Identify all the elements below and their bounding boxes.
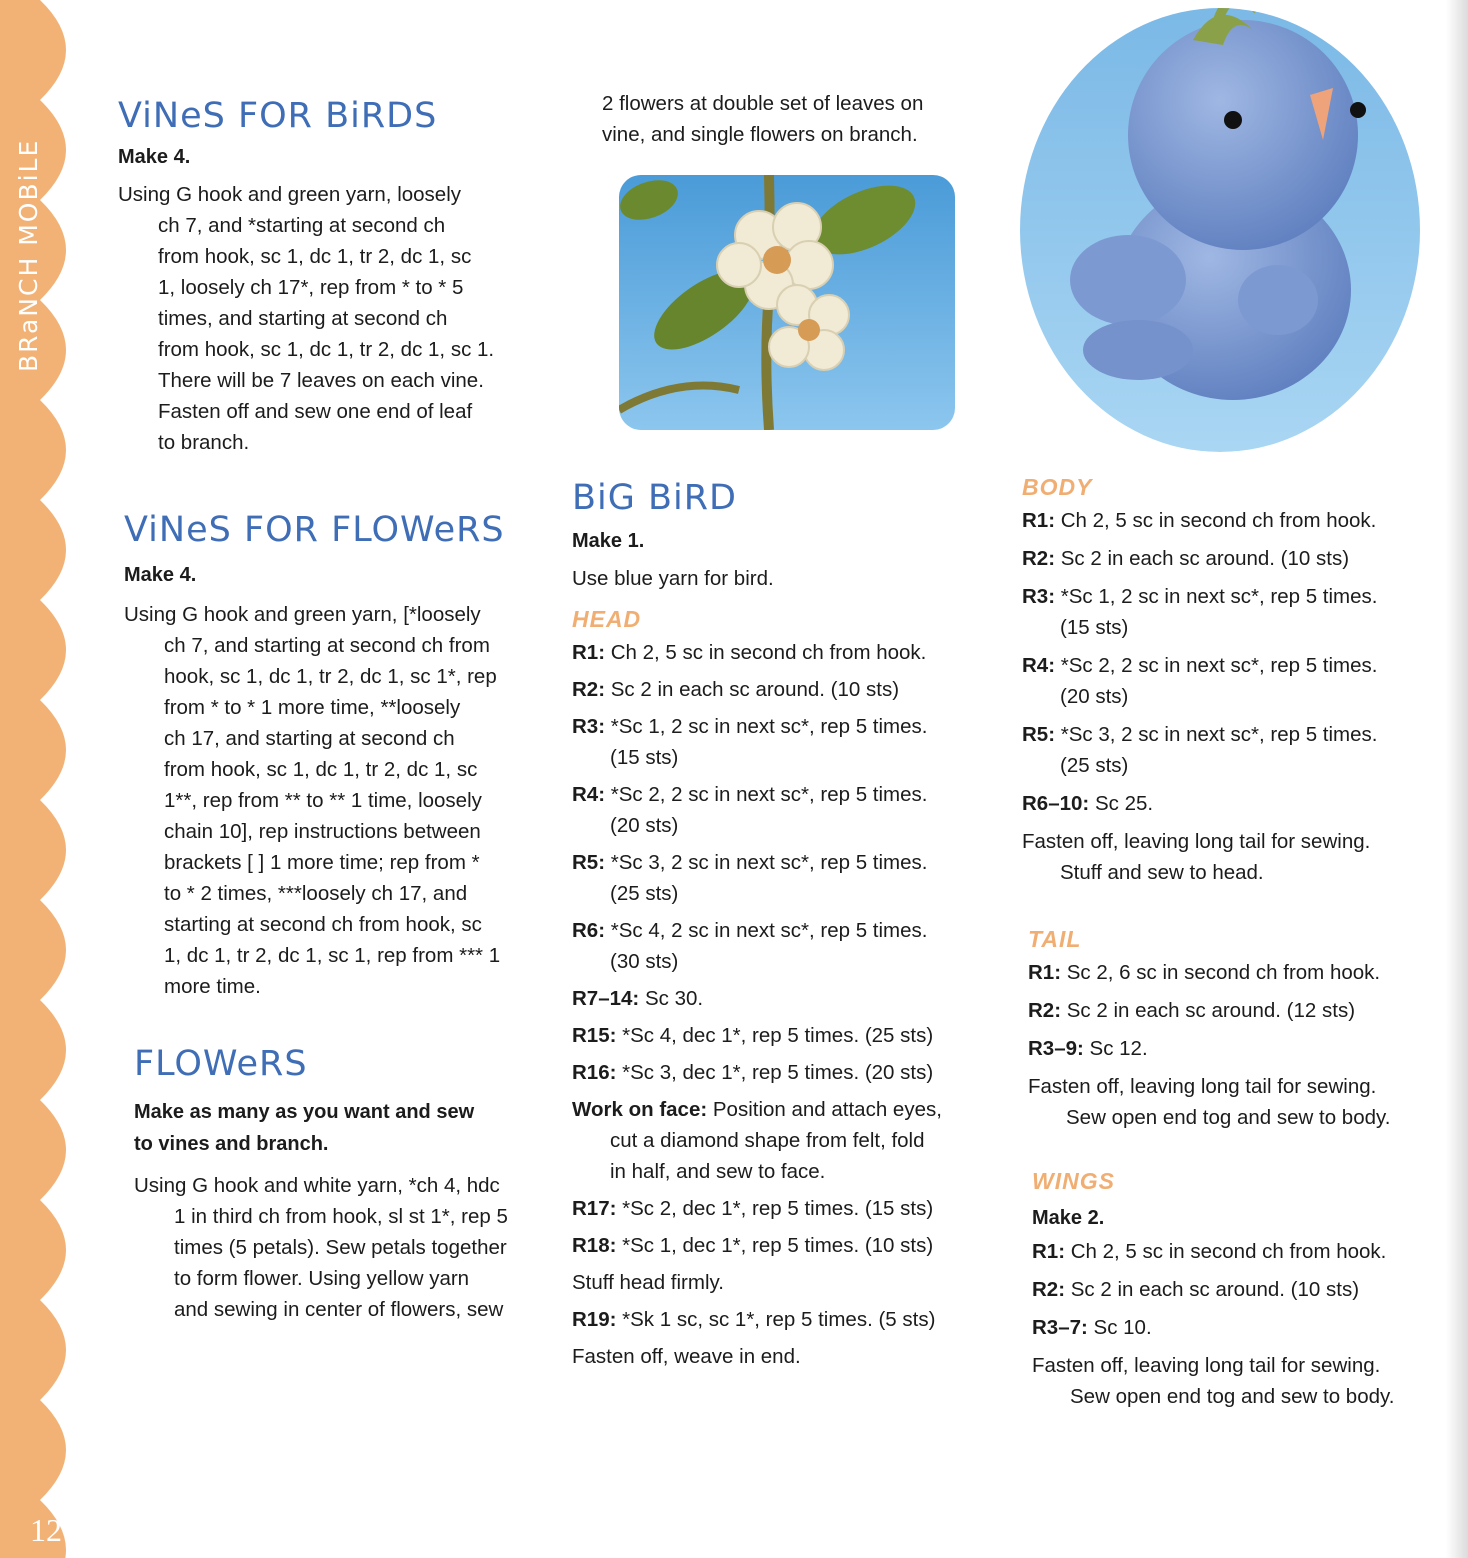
row-text: Fasten off, leaving long tail for sewing. [1032,1354,1381,1377]
row-label: Work on face: [572,1098,708,1121]
pattern-row [572,674,1012,705]
instruction-line: ch 17, and starting at second ch [164,727,455,750]
row-text: Sc 12. [1083,1037,1148,1060]
instruction-line: from hook, sc 1, dc 1, tr 2, dc 1, sc [158,245,472,268]
instruction-line: to form flower. Using yellow yarn [174,1267,470,1290]
row-text: *Sc 2, 2 sc in next sc*, rep 5 times. [605,783,928,806]
row-label: R3–9: [1028,1037,1084,1060]
instruction-line: to branch. [158,431,250,454]
instruction-line: ch 7, and *starting at second ch [158,214,446,237]
pattern-row [572,983,1012,1014]
row-text: Fasten off, weave in end. [572,1345,801,1368]
row-continuation: cut a diamond shape from felt, fold [610,1129,925,1152]
wings-subtitle: WINGS [1032,1168,1115,1194]
tail-subtitle: TAIL [1028,926,1082,952]
flowers-title: FLOWeRS [134,1044,308,1084]
pattern-row [572,1230,1012,1261]
pattern-row-line [1022,788,1442,819]
pattern-row-line [572,847,1012,878]
instruction-line: chain 10], rep instructions between [164,820,481,843]
row-label: R18: [572,1234,617,1257]
instruction-line: Using G hook and white yarn, *ch 4, hdc [134,1174,500,1197]
big-bird-section [572,478,1012,1378]
row-continuation: (20 sts) [1060,685,1129,708]
row-text: Ch 2, 5 sc in second ch from hook. [605,641,927,664]
row-text: *Sc 3, dec 1*, rep 5 times. (20 sts) [616,1061,934,1084]
row-text: Sc 25. [1089,792,1154,815]
flower-photo [619,175,955,430]
row-text: *Sc 2, dec 1*, rep 5 times. (15 sts) [616,1197,934,1220]
tail-rows [1028,957,1448,1133]
instruction-line: times, and starting at second ch [158,307,448,330]
row-text: *Sc 4, dec 1*, rep 5 times. (25 sts) [616,1024,934,1047]
pattern-row-line [1022,650,1442,681]
row-label: R2: [572,678,606,701]
row-label: R1: [572,641,606,664]
row-text: Sc 2, 6 sc in second ch from hook. [1061,961,1381,984]
row-continuation: (20 sts) [610,814,679,837]
pattern-row-line [572,674,1012,705]
pattern-row-line [1022,826,1442,857]
vines-for-birds-body [118,179,538,458]
pattern-row [572,637,1012,668]
pattern-row-line [1022,543,1442,574]
pattern-row-line [572,1341,1012,1372]
pattern-row-line [1028,957,1448,988]
pattern-row-line [1032,1312,1452,1343]
pattern-row [572,1341,1012,1372]
row-text: *Sc 1, 2 sc in next sc*, rep 5 times. [1055,585,1378,608]
row-label: R3: [572,715,606,738]
pattern-row [1022,650,1442,712]
instruction-line: There will be 7 leaves on each vine. [158,369,484,392]
pattern-row [572,1057,1012,1088]
side-title: BRaNCH MOBiLE [14,138,43,372]
row-continuation: Stuff and sew to head. [1060,861,1264,884]
instruction-line: times (5 petals). Sew petals together [174,1236,507,1259]
pattern-row [1028,1071,1448,1133]
vines-for-flowers-section [124,510,554,1002]
flowers-make-line: Make as many as you want and sew [134,1101,475,1123]
pattern-row-line [572,779,1012,810]
pattern-row-line [572,1230,1012,1261]
pattern-row-line [1028,1071,1448,1102]
row-label: R6: [572,919,606,942]
pattern-row-line [572,637,1012,668]
row-label: R5: [572,851,606,874]
pattern-row-line [572,1094,1012,1125]
row-label: R15: [572,1024,617,1047]
big-bird-note: Use blue yarn for bird. [572,567,774,590]
pattern-row [572,1304,1012,1335]
row-text: *Sc 4, 2 sc in next sc*, rep 5 times. [605,919,928,942]
pattern-row [572,847,1012,909]
instruction-line: 1, dc 1, tr 2, dc 1, sc 1, rep from *** 1 [164,944,501,967]
vines-for-flowers-make: Make 4. [124,564,197,586]
row-continuation: (25 sts) [1060,754,1129,777]
flowers-make [134,1096,564,1160]
row-continuation: Sew open end tog and sew to body. [1070,1385,1395,1408]
instruction-line: brackets [ ] 1 more time; rep from * [164,851,480,874]
wings-section [1032,1168,1452,1419]
row-continuation: Sew open end tog and sew to body. [1066,1106,1391,1129]
row-continuation: in half, and sew to face. [610,1160,826,1183]
row-text: Sc 30. [639,987,704,1010]
instruction-line: from * to * 1 more time, **loosely [164,696,461,719]
row-text: Sc 2 in each sc around. (12 sts) [1061,999,1356,1022]
pattern-row-line [1032,1236,1452,1267]
row-label: R3: [1022,585,1056,608]
pattern-row [572,711,1012,773]
row-text: *Sk 1 sc, sc 1*, rep 5 times. (5 sts) [616,1308,936,1331]
pattern-row-line [572,711,1012,742]
pattern-row-line [1022,581,1442,612]
row-label: R2: [1032,1278,1066,1301]
row-continuation: (15 sts) [1060,616,1129,639]
head-subtitle: HEAD [572,606,642,632]
pattern-row [1022,543,1442,574]
row-text: *Sc 1, 2 sc in next sc*, rep 5 times. [605,715,928,738]
row-label: R17: [572,1197,617,1220]
pattern-row [1022,505,1442,536]
wings-make: Make 2. [1032,1207,1105,1229]
vines-for-flowers-title: ViNeS FOR FLOWeRS [124,510,505,550]
pattern-row [572,1020,1012,1051]
instruction-line: more time. [164,975,261,998]
row-label: R4: [572,783,606,806]
pattern-row [572,1094,1012,1187]
row-text: Sc 2 in each sc around. (10 sts) [1065,1278,1360,1301]
instruction-line: Fasten off and sew one end of leaf [158,400,473,423]
row-label: R1: [1022,509,1056,532]
pattern-row-line [572,1057,1012,1088]
instruction-line: Using G hook and green yarn, loosely [118,183,462,206]
pattern-row-line [572,1267,1012,1298]
row-continuation: (30 sts) [610,950,679,973]
pattern-row-line [572,1193,1012,1224]
flowers-make-line: to vines and branch. [134,1133,329,1155]
flower-photo-image [619,175,955,430]
pattern-row [1032,1274,1452,1305]
instruction-line: from hook, sc 1, dc 1, tr 2, dc 1, sc 1. [158,338,495,361]
row-text: Position and attach eyes, [707,1098,942,1121]
row-label: R6–10: [1022,792,1090,815]
page-number: 12 [30,1512,62,1548]
pattern-row [1032,1236,1452,1267]
row-label: R4: [1022,654,1056,677]
instruction-line: and sewing in center of flowers, sew [174,1298,504,1321]
vines-for-birds-section [118,96,538,458]
pattern-row-line [1022,719,1442,750]
instruction-line: ch 7, and starting at second ch from [164,634,490,657]
flowers-body [134,1170,564,1325]
row-label: R7–14: [572,987,640,1010]
row-label: R16: [572,1061,617,1084]
pattern-row [1022,788,1442,819]
row-text: *Sc 2, 2 sc in next sc*, rep 5 times. [1055,654,1378,677]
row-label: R1: [1032,1240,1066,1263]
body-rows [1022,505,1442,888]
pattern-row-line [572,1304,1012,1335]
row-label: R5: [1022,723,1056,746]
pattern-row [1022,719,1442,781]
body-subtitle: BODY [1022,474,1093,500]
pattern-row-line [572,915,1012,946]
instruction-line: 1, loosely ch 17*, rep from * to * 5 [158,276,464,299]
instruction-line: 2 flowers at double set of leaves on [602,92,924,115]
pattern-row-line [572,983,1012,1014]
row-text: Fasten off, leaving long tail for sewing. [1022,830,1371,853]
instruction-line: hook, sc 1, dc 1, tr 2, dc 1, sc 1*, rep [164,665,497,688]
pattern-row [1028,995,1448,1026]
body-section [1022,474,1442,895]
big-bird-make: Make 1. [572,530,645,552]
bird-photo [1018,0,1422,452]
flowers-section [134,1044,564,1325]
pattern-row [1028,1033,1448,1064]
row-continuation: (15 sts) [610,746,679,769]
instruction-line: vine, and single flowers on branch. [602,123,918,146]
pattern-row-line [572,1020,1012,1051]
pattern-row [572,1193,1012,1224]
pattern-row [1032,1312,1452,1343]
row-text: *Sc 3, 2 sc in next sc*, rep 5 times. [1055,723,1378,746]
row-text: Fasten off, leaving long tail for sewing. [1028,1075,1377,1098]
pattern-row [572,1267,1012,1298]
row-label: R2: [1028,999,1062,1022]
pattern-row [1032,1350,1452,1412]
instruction-line: starting at second ch from hook, sc [164,913,482,936]
instruction-line: 1 in third ch from hook, sl st 1*, rep 5 [174,1205,508,1228]
row-label: R19: [572,1308,617,1331]
instruction-line: to * 2 times, ***loosely ch 17, and [164,882,468,905]
vines-for-flowers-body [124,599,554,1002]
pattern-row-line [1032,1274,1452,1305]
pattern-row-line [1028,995,1448,1026]
bird-photo-image [1018,0,1422,452]
tail-section [1028,926,1448,1140]
flowers-continued [602,88,982,150]
pattern-row [572,915,1012,977]
pattern-row [1028,957,1448,988]
pattern-row-line [1028,1033,1448,1064]
row-label: R3–7: [1032,1316,1088,1339]
instruction-line: 1**, rep from ** to ** 1 time, loosely [164,789,482,812]
head-rows [572,637,1012,1372]
row-text: *Sc 1, dec 1*, rep 5 times. (10 sts) [616,1234,934,1257]
pattern-row-line [1022,505,1442,536]
row-text: Stuff head firmly. [572,1271,724,1294]
pattern-row [572,779,1012,841]
instruction-line: Using G hook and green yarn, [*loosely [124,603,481,626]
big-bird-title: BiG BiRD [572,478,737,518]
pattern-row [1022,826,1442,888]
row-label: R1: [1028,961,1062,984]
vines-for-birds-title: ViNeS FOR BiRDS [118,96,438,136]
pattern-row [1022,581,1442,643]
row-text: Ch 2, 5 sc in second ch from hook. [1055,509,1377,532]
pattern-row-line [1032,1350,1452,1381]
row-text: Sc 10. [1087,1316,1152,1339]
vines-for-birds-make: Make 4. [118,146,191,168]
row-text: Ch 2, 5 sc in second ch from hook. [1065,1240,1387,1263]
row-text: Sc 2 in each sc around. (10 sts) [1055,547,1350,570]
wings-rows [1032,1236,1452,1412]
row-text: *Sc 3, 2 sc in next sc*, rep 5 times. [605,851,928,874]
row-continuation: (25 sts) [610,882,679,905]
instruction-line: from hook, sc 1, dc 1, tr 2, dc 1, sc [164,758,478,781]
row-text: Sc 2 in each sc around. (10 sts) [605,678,900,701]
row-label: R2: [1022,547,1056,570]
